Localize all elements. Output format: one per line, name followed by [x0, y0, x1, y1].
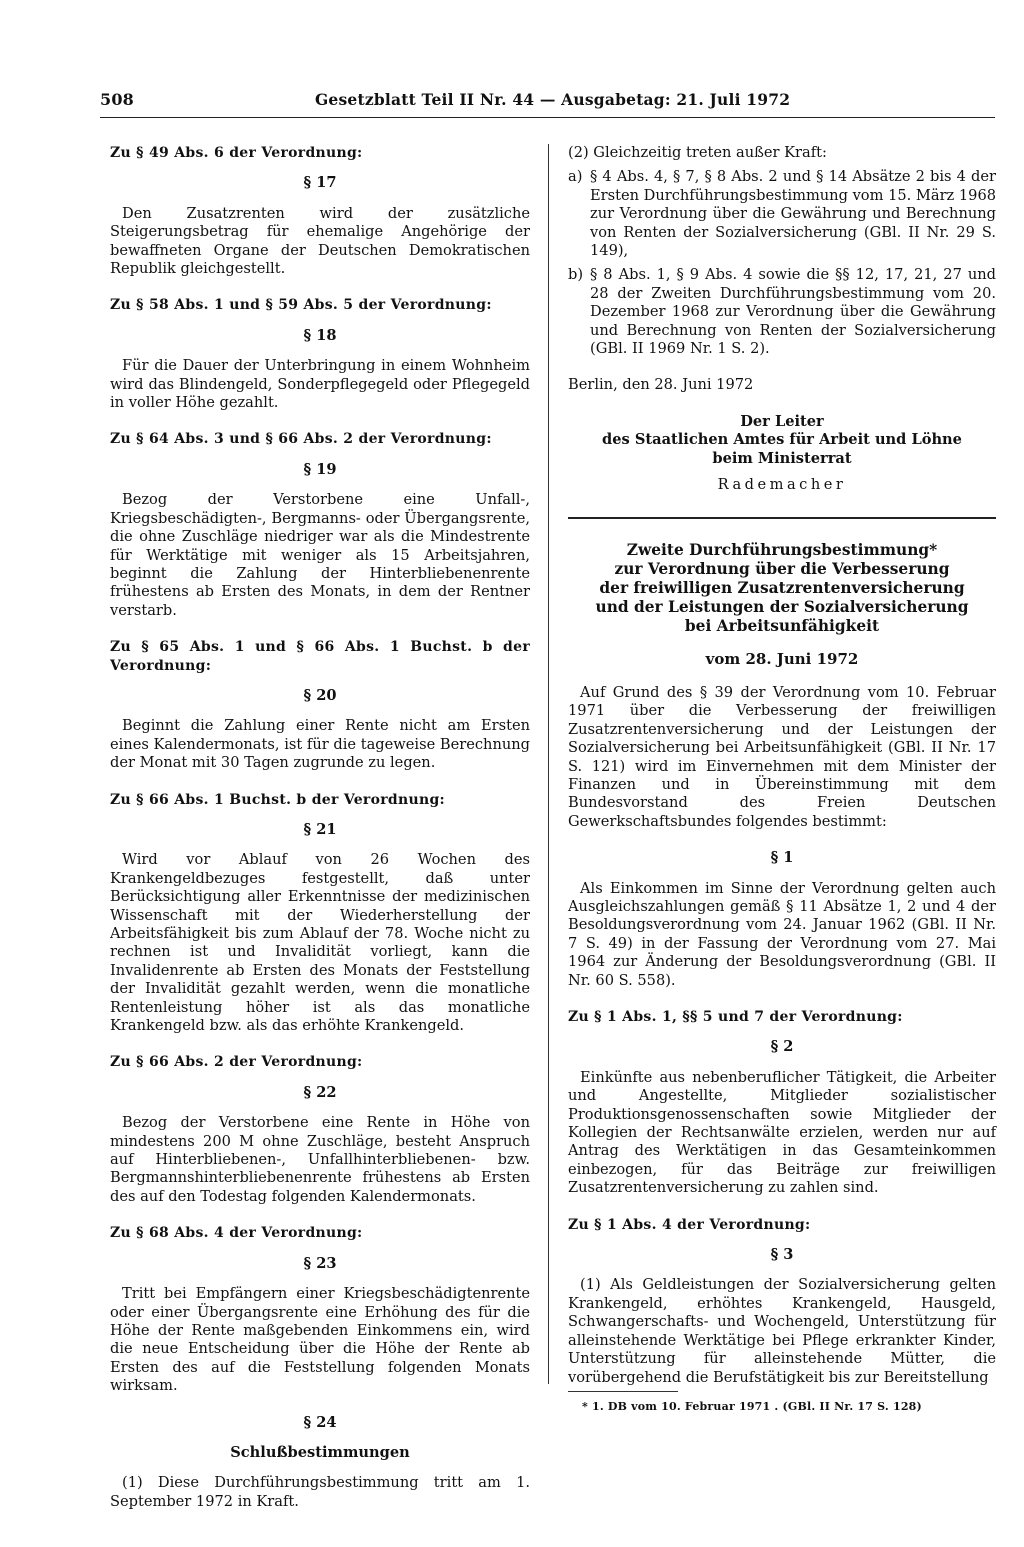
- section-20-text: Beginnt die Zahlung einer Rente nicht am Ersten eines Kalendermonats, ist für die tageweise Berechnung der Monat mit 30 Tagen zugrunde zu legen.: [110, 717, 530, 772]
- repeal-item-b: [568, 266, 996, 358]
- section-23-number: § 23: [303, 1254, 337, 1272]
- signature-line-1: Der Leiter: [740, 412, 824, 430]
- document-title-line-2: zur Verordnung über die Verbesserung: [614, 559, 950, 578]
- document-title-line-1: Zweite Durchführungsbestimmung*: [626, 540, 938, 559]
- section-17-heading: Zu § 49 Abs. 6 der Verordnung:: [110, 145, 363, 161]
- section-18-number: § 18: [303, 326, 337, 344]
- section-21-number: § 21: [303, 820, 337, 838]
- section-1-number: § 1: [770, 849, 794, 867]
- signature-line-3: beim Ministerrat: [712, 449, 852, 467]
- section-17-text: Den Zusatzrenten wird der zusätzliche Steigerungsbetrag für ehemalige Angehörige der bewaffneten Organe der Deutschen Demokratischen Republik gleichgestellt.: [110, 204, 530, 278]
- section-22-text: Bezog der Verstorbene eine Rente in Höhe von mindestens 200 M ohne Zuschläge, besteht Anspruch auf Hinterbliebenen-, Unfallhinterbliebenen- bzw. Bergmannshinterbliebenenrente frühestens ab Ersten des auf den Todestag folgenden Kalendermonats.: [110, 1114, 530, 1205]
- section-24-repeal-intro: (2) Gleichzeitig treten außer Kraft:: [568, 144, 827, 161]
- header-rule: [100, 117, 995, 118]
- section-20-number: § 20: [303, 686, 337, 704]
- repeal-item-a-marker: a): [568, 168, 583, 186]
- right-column: [568, 144, 996, 1416]
- signature-line-2: des Staatlichen Amtes für Arbeit und Löhne: [602, 431, 962, 449]
- signature-place-date: Berlin, den 28. Juni 1972: [568, 376, 754, 394]
- section-20-heading: Zu § 65 Abs. 1 und § 66 Abs. 1 Buchst. b der Verordnung:: [110, 639, 530, 674]
- signature-block: [568, 413, 996, 468]
- column-divider: [548, 144, 549, 1384]
- footnote: * 1. DB vom 10. Februar 1971 . (GBl. II Nr. 17 S. 128): [582, 1399, 922, 1413]
- document-title: [568, 541, 996, 636]
- section-3-number: § 3: [770, 1246, 794, 1264]
- section-2-number: § 2: [770, 1038, 794, 1056]
- section-22-heading: Zu § 66 Abs. 2 der Verordnung:: [110, 1054, 363, 1071]
- section-23-text: Tritt bei Empfängern einer Kriegsbeschädigtenrente oder einer Übergangsrente eine Erhöhung des für die Höhe der Rente maßgebenden Einkommens ein, wird die neue Entscheidung über die Höhe der Rente ab Ersten des auf die Feststellung folgenden Monats wirksam.: [110, 1285, 530, 1395]
- footnote-rule: [568, 1391, 678, 1392]
- page-number: 508: [100, 90, 134, 109]
- section-24-text: (1) Diese Durchführungsbestimmung tritt am 1. September 1972 in Kraft.: [110, 1474, 530, 1510]
- section-1-text: Als Einkommen im Sinne der Verordnung gelten auch Ausgleichszahlungen gemäß § 11 Absätze 1, 2 und 4 der Besoldungsverordnung vom 24. Januar 1962 (GBl. II Nr. 7 S. 49) in der Fassung der Verordnung vom 27. Mai 1964 zur Änderung der Besoldungsverordnung (GBl. II Nr. 60 S. 558).: [568, 879, 996, 989]
- section-17-number: § 17: [303, 174, 337, 192]
- section-3-heading: Zu § 1 Abs. 4 der Verordnung:: [568, 1216, 811, 1233]
- section-21-heading: Zu § 66 Abs. 1 Buchst. b der Verordnung:: [110, 791, 445, 808]
- section-18-heading: Zu § 58 Abs. 1 und § 59 Abs. 5 der Verordnung:: [110, 297, 492, 314]
- document-title-line-4: und der Leistungen der Sozialversicherung: [595, 597, 969, 616]
- section-21-text: Wird vor Ablauf von 26 Wochen des Krankengeldbezuges festgestellt, daß unter Berücksichtigung aller Erkenntnisse der medizinischen Wissenschaft mit der Wiederherstellung der Arbeitsfähigkeit bis zum Ablauf der 78. Woche nicht zu rechnen ist und Invalidität vorliegt, kann die Invalidenrente ab Ersten des Monats der Feststellung der Invalidität gezahlt werden, wenn die monatliche Rentenleistung höher ist als das monatliche Krankengeld bzw. als das erhöhte Krankengeld.: [110, 851, 530, 1035]
- signature-name: Rademacher: [717, 476, 847, 494]
- section-2-text: Einkünfte aus nebenberuflicher Tätigkeit, die Arbeiter und Angestellte, Mitglieder sozialistischer Produktionsgenossenschaften sowie Mitglieder der Kollegien der Rechtsanwälte erzielen, werden nur auf Antrag des Werktätigen in das Gesamteinkommen einbezogen, für das Beiträge zur freiwilligen Zusatzrentenversicherung zu zahlen sind.: [568, 1068, 996, 1197]
- page-header: [100, 90, 995, 114]
- document-date: vom 28. Juni 1972: [705, 649, 859, 668]
- repeal-item-b-marker: b): [568, 266, 584, 284]
- section-24-subhead: Schlußbestimmungen: [230, 1443, 410, 1461]
- left-column: [110, 144, 530, 1529]
- section-23-heading: Zu § 68 Abs. 4 der Verordnung:: [110, 1225, 363, 1242]
- section-24-number: § 24: [303, 1413, 337, 1431]
- section-22-number: § 22: [303, 1083, 337, 1101]
- section-19-number: § 19: [303, 460, 337, 478]
- document-preamble: Auf Grund des § 39 der Verordnung vom 10. Februar 1971 über die Verbesserung der freiwilligen Zusatzrentenversicherung und der Leistungen der Sozialversicherung bei Arbeitsunfähigkeit (GBl. II Nr. 17 S. 121) wird im Einvernehmen mit dem Minister der Finanzen und in Übereinstimmung mit dem Bundesvorstand des Freien Deutschen Gewerkschaftsbundes folgendes bestimmt:: [568, 683, 996, 830]
- repeal-item-a: [568, 168, 996, 260]
- section-19-heading: Zu § 64 Abs. 3 und § 66 Abs. 2 der Verordnung:: [110, 431, 492, 448]
- section-separator: [568, 517, 996, 519]
- repeal-item-b-text: § 8 Abs. 1, § 9 Abs. 4 sowie die §§ 12, 17, 21, 27 und 28 der Zweiten Durchführungsbestimmung vom 20. Dezember 1968 zur Verordnung über die Gewährung und Berechnung von Renten der Sozialversicherung (GBl. II 1969 Nr. 1 S. 2).: [590, 266, 996, 358]
- header-title: Gesetzblatt Teil II Nr. 44 — Ausgabetag: 21. Juli 1972: [315, 90, 791, 109]
- section-19-text: Bezog der Verstorbene eine Unfall-, Kriegsbeschädigten-, Bergmanns- oder Übergangsrente, die ohne Zuschläge niedriger war als die Mindestrente für Werktätige mit weniger als 15 Arbeitsjahren, beginnt die Zahlung der Hinterbliebenenrente frühestens ab Ersten des Monats, in dem der Rentner verstarb.: [110, 491, 530, 619]
- repeal-item-a-text: § 4 Abs. 4, § 7, § 8 Abs. 2 und § 14 Absätze 2 bis 4 der Ersten Durchführungsbestimmung vom 15. März 1968 zur Verordnung über die Gewährung und Berechnung von Renten der Sozialversicherung (GBl. II Nr. 29 S. 149),: [590, 168, 997, 260]
- section-18-text: Für die Dauer der Unterbringung in einem Wohnheim wird das Blindengeld, Sonderpflegegeld oder Pflegegeld in voller Höhe gezahlt.: [110, 357, 530, 412]
- section-3-text: (1) Als Geldleistungen der Sozialversicherung gelten Krankengeld, erhöhtes Krankengeld, Hausgeld, Schwangerschafts- und Wochengeld, Unterstützung für alleinstehende Werktätige bei Pflege erkrankter Kinder, Unterstützung für alleinstehende Mütter, die vorübergehend die Berufstätigkeit bis zur Bereitstellung: [568, 1276, 996, 1386]
- document-title-line-5: bei Arbeitsunfähigkeit: [684, 616, 880, 635]
- document-title-line-3: der freiwilligen Zusatzrentenversicherung: [599, 578, 965, 597]
- section-2-heading: Zu § 1 Abs. 1, §§ 5 und 7 der Verordnung:: [568, 1009, 903, 1025]
